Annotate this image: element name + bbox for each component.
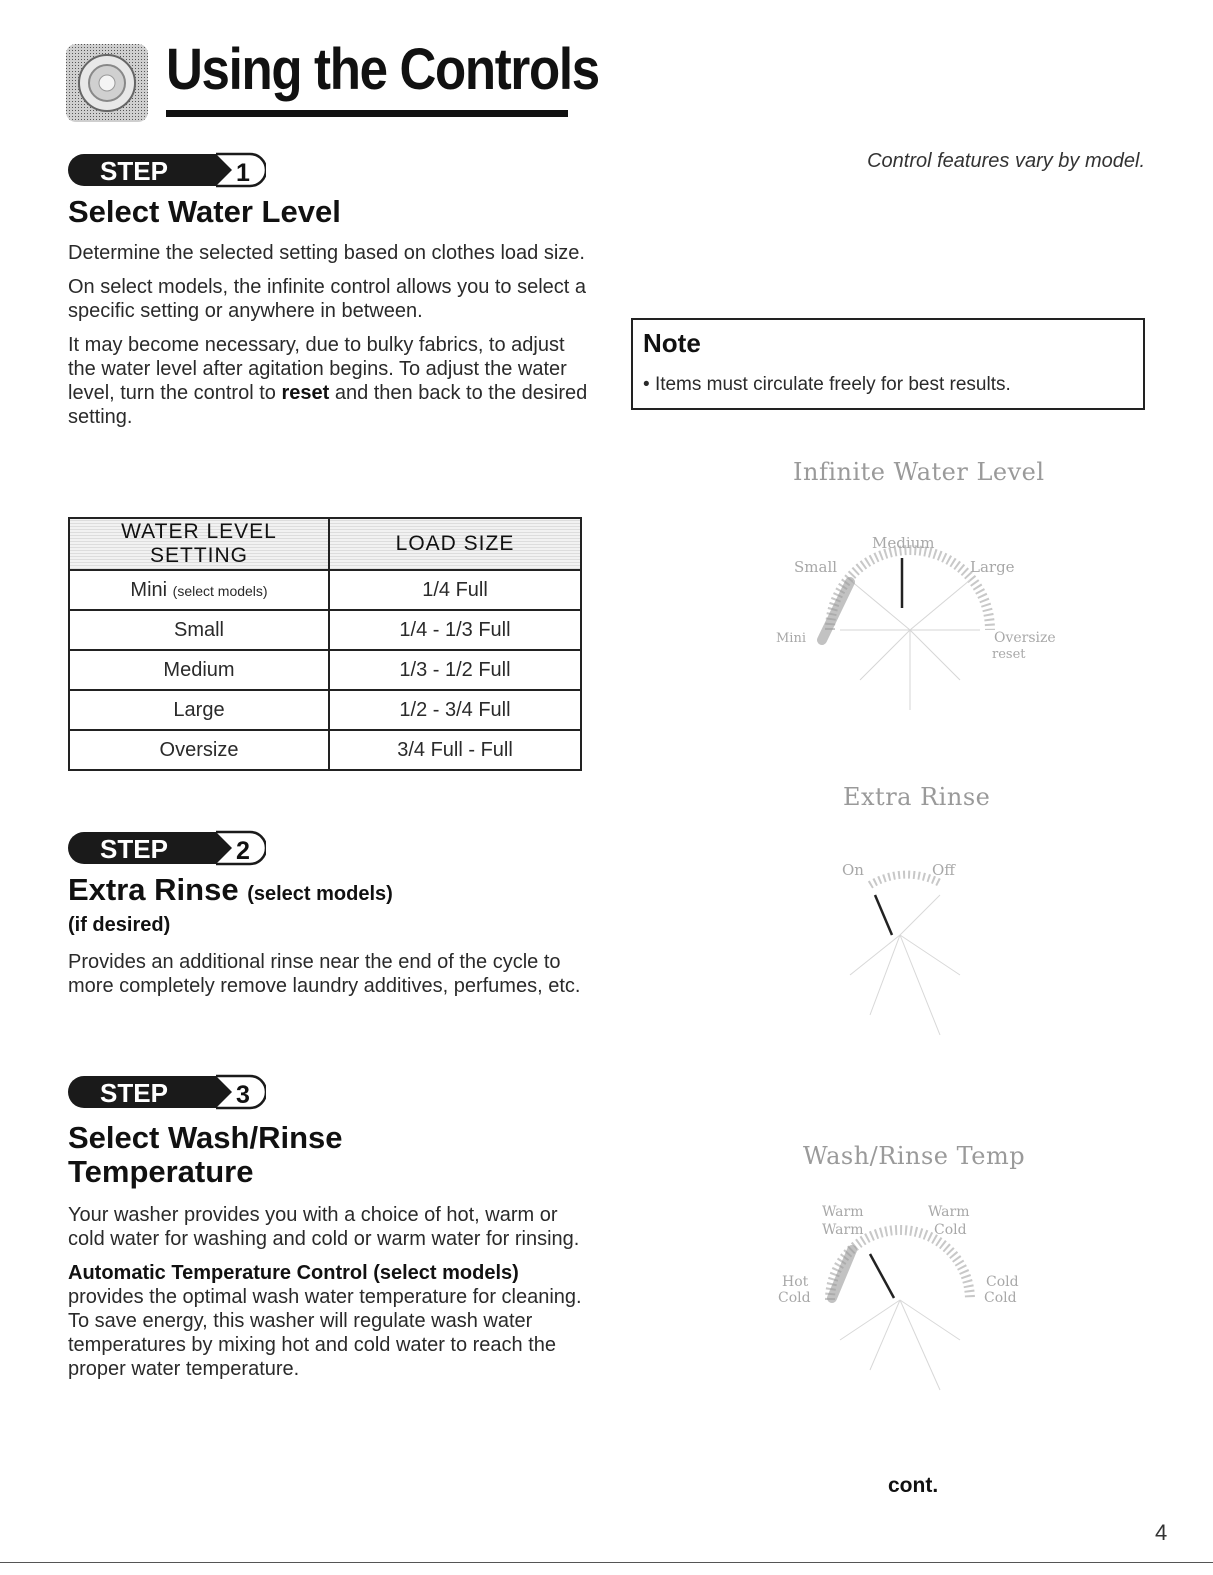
page-number: 4 <box>1155 1520 1168 1545</box>
step-3-body <box>68 1203 588 1391</box>
table-row <box>69 610 581 650</box>
step-2-subheading: (if desired) <box>68 914 171 936</box>
table-row <box>69 570 581 610</box>
dial-label-warm-rinse: Warm <box>822 1222 864 1238</box>
water-level-dial-title: Infinite Water Level <box>793 458 1045 486</box>
setting-cell: Medium <box>69 650 329 690</box>
step-2-badge <box>66 828 266 868</box>
dial-label-warm-wash-2: Warm <box>928 1204 970 1220</box>
page-title: Using the Controls <box>166 37 599 102</box>
step-1-paragraph: Determine the selected setting based on clothes load size. <box>68 242 585 264</box>
step-2-label: STEP <box>100 834 168 864</box>
step-3-number: 3 <box>236 1081 250 1109</box>
step-3-badge <box>66 1072 266 1112</box>
setting-cell: Small <box>69 610 329 650</box>
table-header-setting: WATER LEVEL SETTING <box>69 518 329 570</box>
dial-label-on: On <box>842 861 864 879</box>
step-1-label: STEP <box>100 156 168 186</box>
reset-keyword: reset <box>281 382 330 404</box>
water-level-dial-icon <box>760 520 1070 720</box>
step-1-heading: Select Water Level <box>68 194 341 229</box>
dial-label-cold-rinse-2: Cold <box>984 1290 1017 1306</box>
step-1-body <box>68 241 588 439</box>
continued-label: cont. <box>888 1474 939 1497</box>
setting-cell: Oversize <box>69 730 329 770</box>
setting-cell: Mini <box>130 578 168 601</box>
step-3-paragraph: Your washer provides you with a choice of hot, warm or cold water for washing and cold or warm water for rinsing. <box>68 1204 580 1250</box>
step-2-body <box>68 950 588 1008</box>
water-level-table <box>68 517 582 771</box>
step-2-paragraph: Provides an additional rinse near the end of the cycle to more completely remove laundry additives, perfumes, etc. <box>68 951 581 997</box>
table-row <box>69 730 581 770</box>
load-cell: 1/3 - 1/2 Full <box>329 650 581 690</box>
auto-temp-control-lead: Automatic Temperature Control (select models) <box>68 1262 519 1284</box>
dial-label-reset: reset <box>992 647 1026 662</box>
note-title: Note <box>643 328 701 358</box>
table-header-load: LOAD SIZE <box>329 518 581 570</box>
note-box <box>631 318 1145 410</box>
setting-cell: Large <box>69 690 329 730</box>
temp-dial-title: Wash/Rinse Temp <box>803 1142 1026 1170</box>
control-features-note: Control features vary by model. <box>867 150 1145 172</box>
temp-dial-icon <box>770 1200 1040 1400</box>
step-1-number: 1 <box>236 159 250 187</box>
washer-dial-icon <box>66 44 148 122</box>
step-2-number: 2 <box>236 837 250 865</box>
dial-label-off: Off <box>932 861 955 879</box>
step-1-paragraph: It may become necessary, due to bulky fabrics, to adjust the water level after agitation begins. To adjust the water level, turn the control to reset and then back to the desired setting. <box>68 334 588 428</box>
step-1-badge <box>66 150 266 190</box>
dial-label-small: Small <box>794 558 838 576</box>
load-cell: 1/4 - 1/3 Full <box>329 610 581 650</box>
step-2-heading-sub: (select models) <box>247 883 393 905</box>
dial-label-mini: Mini <box>776 631 806 646</box>
load-cell: 1/4 Full <box>329 570 581 610</box>
table-row <box>69 690 581 730</box>
note-bullet: • Items must circulate freely for best results. <box>643 374 1011 395</box>
extra-rinse-dial-icon <box>830 855 990 1045</box>
extra-rinse-dial-title: Extra Rinse <box>843 783 991 811</box>
dial-label-warm-wash: Warm <box>822 1204 864 1220</box>
step-1-paragraph: On select models, the infinite control allows you to select a specific setting or anywhere in between. <box>68 276 587 322</box>
dial-label-cold-wash: Cold <box>986 1274 1019 1290</box>
dial-label-cold: Cold <box>778 1290 811 1306</box>
dial-label-medium: Medium <box>872 534 935 552</box>
load-cell: 1/2 - 3/4 Full <box>329 690 581 730</box>
setting-note: (select models) <box>172 582 268 599</box>
dial-label-hot: Hot <box>782 1274 809 1290</box>
step-3-label: STEP <box>100 1078 168 1108</box>
step-3-paragraph: provides the optimal wash water temperature for cleaning. To save energy, this washer will regulate wash water temperatures by mixing hot and cold water to reach the proper water temperature. <box>68 1286 582 1380</box>
title-underline <box>166 110 568 117</box>
table-row <box>69 650 581 690</box>
dial-label-oversize: Oversize <box>994 630 1056 646</box>
load-cell: 3/4 Full - Full <box>329 730 581 770</box>
step-3-heading: Select Wash/Rinse Temperature <box>68 1120 343 1189</box>
dial-label-cold-rinse: Cold <box>934 1222 967 1238</box>
dial-label-large: Large <box>970 558 1015 576</box>
bottom-divider <box>0 1562 1213 1563</box>
step-2-heading: Extra Rinse (select models) <box>68 872 393 907</box>
